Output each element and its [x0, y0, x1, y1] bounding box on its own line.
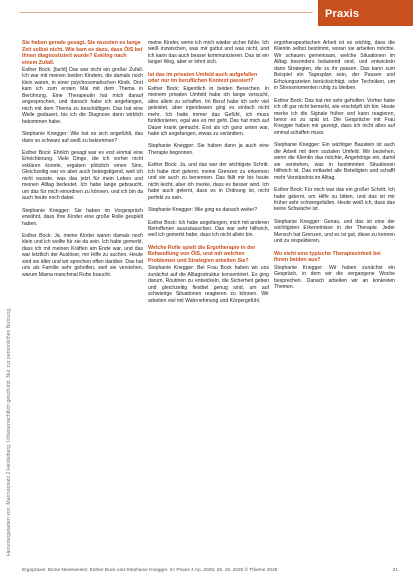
interview-paragraph: Esther Bock: Für mich war das ein großer Schritt. Ich habe gelernt, um Hilfe zu bitten, und das ist mir früher sehr schwergefallen. Heute weiß ich, dass das keine Schwäche ist.	[274, 187, 395, 213]
footer-citation: Ergopraxis: Dinne Newsweeks: Esther Bock und Stephanie Knegger. In: Praxis 4 Ap. 2025; 26, 48. 2025 © Thieme 2025	[22, 568, 278, 573]
interview-paragraph: Stephanie Knegger: Wie hat es sich angefühlt, das dann so schwarz auf weiß zu bekommen?	[22, 131, 143, 144]
section-label: Praxis	[325, 8, 360, 20]
interview-paragraph: Esther Bock: [lacht] Das war nicht ein großer Zufall. Ich war mit meinen beiden Kindern, die damals noch klein waren, in einer psychosomatischen Klinik. Dort kam ich zum ersten Mal mit dem Thema in Berührung. Eine Therapeutin hat mich darauf angesprochen, und danach habe ich angefangen, mich mit dem Thema zu beschäftigen. Das hat eine Weile gedauert, bis ich die Diagnose dann wirklich bekommen habe.	[22, 67, 143, 125]
interview-question: Sie haben gerade gesagt, Sie wussten es lange Zeit selbst nicht. Wie kam es dazu, dass ÖIS bei Ihnen diagnostiziert wurde? Eskling nach einem Zufall.	[22, 40, 143, 66]
interview-paragraph: Esther Bock: Eigentlich in beiden Bereichen. In meinem privaten Umfeld habe ich lange versucht, alles allein zu schaffen. Im Beruf habe ich sehr viel geleistet, aber irgendwann ging es einfach nicht mehr. Ich hatte immer das Gefühl, ich muss funktionieren, egal wie es mir geht. Das hat mich auf Dauer krank gemacht. Erst als ich ganz unten war, habe ich angefangen, etwas zu verändern.	[148, 85, 269, 137]
interview-question: Wo sieht eine typische Therapieeinheit bei Ihnen beiden aus?	[274, 250, 381, 264]
page-footer	[22, 568, 398, 578]
interview-paragraph: meine Kinder, wenn ich mich wieder sicher fühle. Ich weiß inzwischen, was mir guttut und was nicht, und ich kann das auch besser kommunizieren. Das ist ein langer Weg, aber er lohnt sich.	[148, 40, 269, 66]
interview-paragraph: Stephanie Knegger: Genau, und das ist eine der wichtigsten Erkenntnisse in der Therapie. Jeder Mensch hat Grenzen, und es ist gut, diese zu kennen und zu respektieren.	[274, 218, 395, 245]
interview-question: Ist das im privaten Umfeld auch aufgefallen oder nur im beruflichen Kontext passiert?	[148, 71, 258, 85]
interview-paragraph: Esther Bock: Ja, und das war der wichtigste Schritt. Ich habe dort gelernt, meine Grenzen zu erkennen und sie auch zu benennen. Das fällt mir bis heute nicht leicht, aber ich merke, dass es besser wird. Ich habe auch gelernt, dass es in Ordnung ist, nicht perfekt zu sein.	[148, 162, 269, 201]
interview-paragraph: Esther Bock: Ich habe angefangen, mich mit anderen Betroffenen auszutauschen. Das war sehr hilfreich, weil ich gemerkt habe, dass ich nicht allein bin.	[148, 219, 269, 239]
interview-paragraph: Esther Bock: Ehrlich gesagt war es erst einmal eine Erleichterung. Viele Dinge, die ich vorher nicht erklären konnte, ergaben plötzlich einen Sinn. Gleichzeitig war es aber auch beängstigend, weil ich nicht wusste, was das jetzt für mein Leben und meinen Alltag bedeutet. Ich habe lange gebraucht, um das für mich einordnen zu können, und ich bin da auch heute noch dabei.	[22, 149, 143, 202]
page-header	[0, 0, 413, 26]
paragraph-gap	[274, 291, 395, 297]
interview-paragraph: Stephanie Knegger: Wir haben zunächst ein Gespräch, in dem wir die vergangene Woche besprechen. Danach arbeiten wir an konkreten Themen.	[274, 264, 395, 291]
column-1	[22, 40, 143, 554]
interview-paragraph: Stephanie Knegger: Wie ging es danach weiter?	[148, 207, 258, 214]
interview-paragraph: Stephanie Knegger: Sie haben dann ja auch eine Therapie begonnen.	[148, 143, 269, 156]
column-2	[148, 40, 269, 554]
side-copyright-text: Heruntergeladen von: Marmorplatz 2 Heidelberg. Urheberrechtlich geschützt. Nur zur persönlichen Nutzung.	[6, 307, 12, 556]
interview-paragraph: Stephanie Knegger: Ein wichtiger Baustein ist auch die Arbeit mit dem sozialen Umfeld. Wir beziehen, wenn die Klientin das möchte, Angehörige ein, damit sie verstehen, was in bestimmten Situationen hilfreich ist. Das entlastet alle Beteiligten und schafft mehr Verständnis im Alltag.	[274, 142, 395, 181]
interview-paragraph: ergotherapeutischen Arbeit ist es wichtig, dass die Klientin selbst bestimmt, woran sie arbeiten möchte. Wir schauen gemeinsam, welche Situationen im Alltag besonders belastend sind, und entwickeln dann Strategien, die zu ihr passen. Das kann zum Beispiel ein Tagesplan sein, der Pausen und Erholungszeiten berücksichtigt, oder Techniken, um in Stressmomenten ruhig zu bleiben.	[274, 40, 395, 92]
interview-question: Welche Rolle spielt die Ergotherapie in der Behandlung von ÖIS, und mit welchen Problemen und Strategien arbeiten Sie?	[148, 244, 256, 264]
header-rule	[20, 12, 313, 13]
page-number: 21	[392, 568, 398, 573]
side-margin-text	[3, 46, 15, 556]
section-tab	[318, 0, 413, 26]
column-3	[274, 40, 395, 554]
paragraph-gap	[22, 278, 143, 284]
paragraph-gap	[148, 304, 269, 310]
interview-paragraph: Esther Bock: Das hat mir sehr geholfen. Vorher habe ich oft gar nicht bemerkt, wie erschöpft ich bin. Heute merke ich die Signale früher und kann reagieren, bevor es zu spät ist. Die Gespräche mit Frau Knegger haben mir gezeigt, dass ich nicht alles auf einmal schaffen muss.	[274, 97, 395, 136]
interview-paragraph: Stephanie Knegger: Bei Frau Bock haben wir uns zunächst auf die Alltagsstruktur konzentriert. Es ging darum, Routinen zu entwickeln, die Sicherheit geben und gleichzeitig flexibel genug sind, um auf schwierige Situationen reagieren zu können. Wir arbeiten viel mit Wahrnehmung und Körpergefühl.	[148, 265, 269, 304]
interview-paragraph: Esther Bock: Ja, meine Kinder waren damals noch klein und ich wollte für sie da sein. Ich habe gemerkt, dass ich mit meinen Kräften am Ende war, und das war letztlich der Auslöser, mir Hilfe zu suchen. Heute sind sie älter und wir sprechen offen darüber. Das hat uns als Familie sehr geholfen, weil sie verstehen, warum Mama manchmal Ruhe braucht.	[22, 232, 143, 278]
interview-paragraph: Stephanie Knegger: Sie haben im Vorgespräch erwähnt, dass Ihre Kinder eine große Rolle gespielt haben.	[22, 207, 143, 227]
